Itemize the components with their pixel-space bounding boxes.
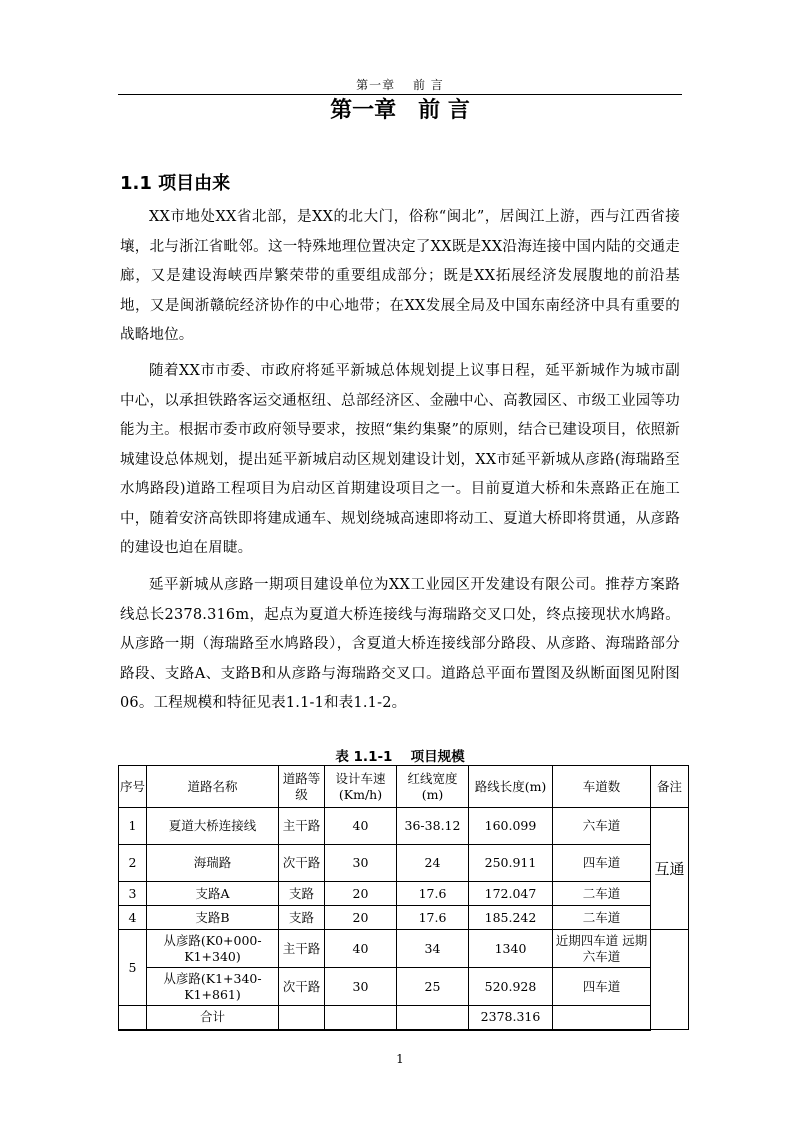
table-row	[119, 808, 689, 845]
cell-index: 3	[119, 882, 147, 906]
running-header: 第一章 前 言	[356, 78, 444, 92]
cell-length: 250.911	[469, 845, 553, 882]
cell-speed: 30	[325, 968, 397, 1006]
cell-lanes: 二车道	[553, 906, 651, 930]
cell-total-empty	[553, 1006, 651, 1030]
header-speed: 设计车速(Km/h)	[325, 766, 397, 808]
header-name: 道路名称	[147, 766, 279, 808]
cell-name: 从彦路(K1+340-K1+861)	[147, 968, 279, 1006]
cell-length: 172.047	[469, 882, 553, 906]
paragraph-1: XX市地处XX省北部，是XX的北大门，俗称“闽北”，居闽江上游，西与江西省接壤，北与浙江省毗邻。这一特殊地理位置决定了XX既是XX沿海连接中国内陆的交通走廊，又是建设海峡西岸繁荣带的重要组成部分；既是XX拓展经济发展腹地的前沿基地，又是闽浙赣皖经济协作的中心地带；在XX发展全局及中国东南经济中具有重要的战略地位。	[120, 209, 680, 343]
cell-total-empty	[325, 1006, 397, 1030]
cell-name: 海瑞路	[147, 845, 279, 882]
header-rule	[118, 94, 682, 95]
paragraph-3: 延平新城从彦路一期项目建设单位为XX工业园区开发建设有限公司。推荐方案路线总长2378.316m，起点为夏道大桥连接线与海瑞路交叉口处，终点接现状水鸠路。从彦路一期（海瑞路至水鸠路段），含夏道大桥连接线部分路段、从彦路、海瑞路部分路段、支路A、支路B和从彦路与海瑞路交叉口。道路总平面布置图及纵断面图见附图06。工程规模和特征见表1.1-1和表1.1-2。	[120, 577, 680, 711]
cell-index: 1	[119, 808, 147, 845]
cell-name: 支路B	[147, 906, 279, 930]
cell-width: 17.6	[397, 906, 469, 930]
cell-total-empty	[119, 1006, 147, 1030]
cell-name: 夏道大桥连接线	[147, 808, 279, 845]
cell-total-length: 2378.316	[469, 1006, 553, 1030]
cell-lanes: 四车道	[553, 968, 651, 1006]
header-lanes: 车道数	[553, 766, 651, 808]
cell-length: 520.928	[469, 968, 553, 1006]
cell-speed: 40	[325, 930, 397, 968]
cell-grade: 次干路	[279, 968, 325, 1006]
cell-lanes: 二车道	[553, 882, 651, 906]
cell-speed: 40	[325, 808, 397, 845]
cell-width: 36-38.12	[397, 808, 469, 845]
cell-grade: 支路	[279, 906, 325, 930]
header-index: 序号	[119, 766, 147, 808]
header-grade: 道路等级	[279, 766, 325, 808]
cell-note-merged: 互通	[651, 808, 689, 930]
table-header-row	[119, 766, 689, 808]
cell-total-empty	[279, 1006, 325, 1030]
table-caption: 表 1.1-1 项目规模	[335, 749, 465, 765]
cell-grade: 主干路	[279, 808, 325, 845]
chapter-title: 第一章 前 言	[330, 98, 470, 123]
cell-note-empty	[651, 930, 689, 1030]
table-row	[119, 845, 689, 882]
cell-length: 160.099	[469, 808, 553, 845]
cell-total-label: 合计	[147, 1006, 279, 1030]
cell-total-empty	[397, 1006, 469, 1030]
section-heading: 1.1 项目由来	[120, 173, 231, 194]
cell-width: 34	[397, 930, 469, 968]
cell-lanes: 四车道	[553, 845, 651, 882]
cell-lanes: 近期四车道 远期六车道	[553, 930, 651, 968]
cell-width: 17.6	[397, 882, 469, 906]
cell-grade: 次干路	[279, 845, 325, 882]
table-row	[119, 930, 689, 968]
header-length: 路线长度(m)	[469, 766, 553, 808]
table-row	[119, 882, 689, 906]
cell-name: 从彦路(K0+000-K1+340)	[147, 930, 279, 968]
header-width: 红线宽度(m)	[397, 766, 469, 808]
cell-width: 25	[397, 968, 469, 1006]
cell-speed: 30	[325, 845, 397, 882]
paragraph-2: 随着XX市市委、市政府将延平新城总体规划提上议事日程，延平新城作为城市副中心，以承担铁路客运交通枢纽、总部经济区、金融中心、高教园区、市级工业园等功能为主。根据市委市政府领导要求，按照“集约集聚”的原则，结合已建设项目，依照新城建设总体规划，提出延平新城启动区规划建设计划，XX市延平新城从彦路(海瑞路至水鸠路段)道路工程项目为启动区首期建设项目之一。目前夏道大桥和朱熹路正在施工中，随着安济高铁即将建成通车、规划绕城高速即将动工、夏道大桥即将贯通，从彦路的建设也迫在眉睫。	[120, 363, 680, 556]
cell-length: 185.242	[469, 906, 553, 930]
cell-index: 5	[119, 930, 147, 1006]
cell-index: 4	[119, 906, 147, 930]
cell-length: 1340	[469, 930, 553, 968]
cell-grade: 主干路	[279, 930, 325, 968]
cell-lanes: 六车道	[553, 808, 651, 845]
cell-name: 支路A	[147, 882, 279, 906]
cell-index: 2	[119, 845, 147, 882]
cell-speed: 20	[325, 882, 397, 906]
table-total-row	[119, 1006, 689, 1030]
cell-speed: 20	[325, 906, 397, 930]
cell-width: 24	[397, 845, 469, 882]
page-number: 1	[396, 1052, 404, 1066]
project-scale-table	[118, 765, 689, 1031]
table-row	[119, 968, 689, 1006]
table-row	[119, 906, 689, 930]
header-note: 备注	[651, 766, 689, 808]
cell-grade: 支路	[279, 882, 325, 906]
